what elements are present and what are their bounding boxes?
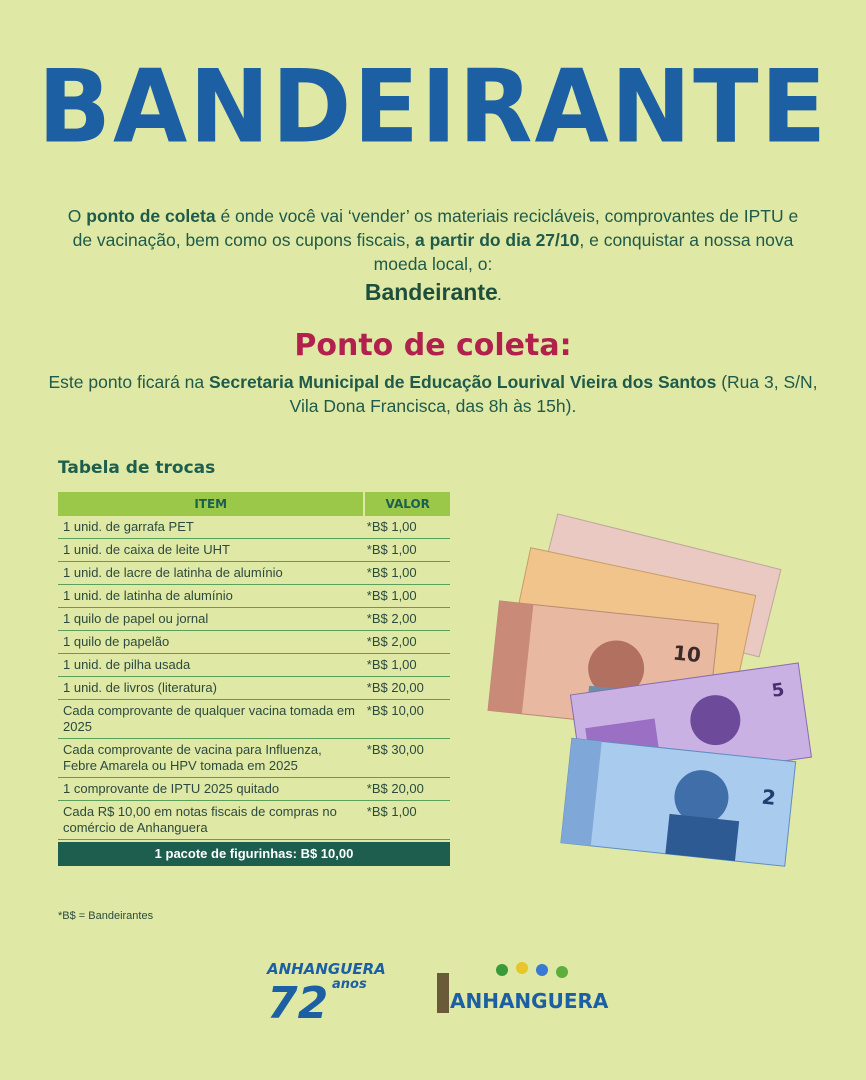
- table-row: [58, 801, 450, 840]
- note5-value: 5: [770, 679, 786, 702]
- table-title: Tabela de trocas: [58, 458, 216, 478]
- table-row: [58, 608, 450, 631]
- city-name: ANHANGUERA: [450, 989, 609, 1013]
- row-item: 1 quilo de papelão: [63, 634, 170, 649]
- row-value: *B$ 1,00: [366, 565, 417, 580]
- currency-name: [60, 280, 806, 308]
- collection-location: Secretaria Municipal de Educação Lourival Vieira dos Santos: [209, 372, 717, 392]
- table-row: [58, 539, 450, 562]
- intro-paragraph: [60, 204, 806, 308]
- row-item: Cada R$ 10,00 em notas fiscais de compras no comércio de Anhanguera: [63, 804, 337, 835]
- currency-label: Bandeirante: [364, 279, 498, 305]
- row-value: *B$ 1,00: [366, 542, 417, 557]
- row-value: *B$ 1,00: [366, 519, 417, 534]
- intro-text: é onde você vai ‘vender’ os materiais recicláveis, comprovantes de IPTU e de vacinação, bem como os cupons fiscais,: [72, 206, 799, 250]
- row-value: *B$ 20,00: [366, 680, 424, 695]
- table-row: [58, 677, 450, 700]
- banknotes-illustration: [480, 520, 820, 870]
- table-row: [58, 778, 450, 801]
- intro-bold: ponto de coleta: [86, 206, 216, 226]
- exchange-table: [58, 492, 450, 866]
- anniversary-logo: [262, 956, 392, 1029]
- anniversary-suffix: anos: [332, 977, 367, 992]
- row-item: 1 unid. de garrafa PET: [63, 519, 194, 534]
- table-footer: 1 pacote de figurinhas: B$ 10,00: [58, 842, 450, 866]
- row-item: 1 quilo de papel ou jornal: [63, 611, 209, 626]
- row-item: 1 unid. de latinha de alumínio: [63, 588, 233, 603]
- anniversary-name: ANHANGUERA: [267, 960, 386, 978]
- row-value: *B$ 2,00: [366, 634, 417, 649]
- row-item: 1 unid. de livros (literatura): [63, 680, 217, 695]
- note2-value: 2: [760, 784, 777, 810]
- row-value: *B$ 1,00: [366, 804, 417, 819]
- header-value: VALOR: [363, 492, 450, 516]
- row-item: 1 comprovante de IPTU 2025 quitado: [63, 781, 280, 796]
- table-row: [58, 585, 450, 608]
- currency-period: .: [497, 289, 502, 303]
- table-row: [58, 739, 450, 778]
- row-item: 1 unid. de lacre de latinha de alumínio: [63, 565, 283, 580]
- table-row: [58, 562, 450, 585]
- table-body: [58, 516, 450, 840]
- page-title: BANDEIRANTE: [37, 48, 829, 166]
- row-value: *B$ 10,00: [366, 703, 424, 718]
- row-item: 1 unid. de caixa de leite UHT: [63, 542, 230, 557]
- table-header: [58, 492, 450, 516]
- note10-value: 10: [671, 640, 703, 668]
- intro-text: , e conquistar a nossa nova moeda local, o:: [373, 230, 794, 274]
- intro-text: O: [67, 206, 87, 226]
- row-item: Cada comprovante de qualquer vacina tomada em 2025: [63, 703, 355, 734]
- row-value: *B$ 30,00: [366, 742, 424, 757]
- row-value: *B$ 20,00: [366, 781, 424, 796]
- row-value: *B$ 1,00: [366, 588, 417, 603]
- table-row: [58, 700, 450, 739]
- row-value: *B$ 2,00: [366, 611, 417, 626]
- footnote: *B$ = Bandeirantes: [58, 910, 154, 922]
- row-item: Cada comprovante de vacina para Influenza, Febre Amarela ou HPV tomada em 2025: [63, 742, 322, 773]
- collection-description: [40, 370, 826, 418]
- collection-text: (Rua 3, S/N, Vila Dona Francisca, das 8h às 15h).: [289, 372, 818, 416]
- intro-date: a partir do dia 27/10: [415, 230, 580, 250]
- table-row: [58, 631, 450, 654]
- row-value: *B$ 1,00: [366, 657, 417, 672]
- anniversary-number: 72: [267, 978, 329, 1029]
- collection-title: Ponto de coleta:: [294, 328, 572, 363]
- header-item: ITEM: [194, 497, 228, 511]
- row-item: 1 unid. de pilha usada: [63, 657, 191, 672]
- table-row: [58, 516, 450, 539]
- table-row: [58, 654, 450, 677]
- city-logo: [432, 958, 609, 1023]
- collection-text: Este ponto ficará na: [48, 372, 209, 392]
